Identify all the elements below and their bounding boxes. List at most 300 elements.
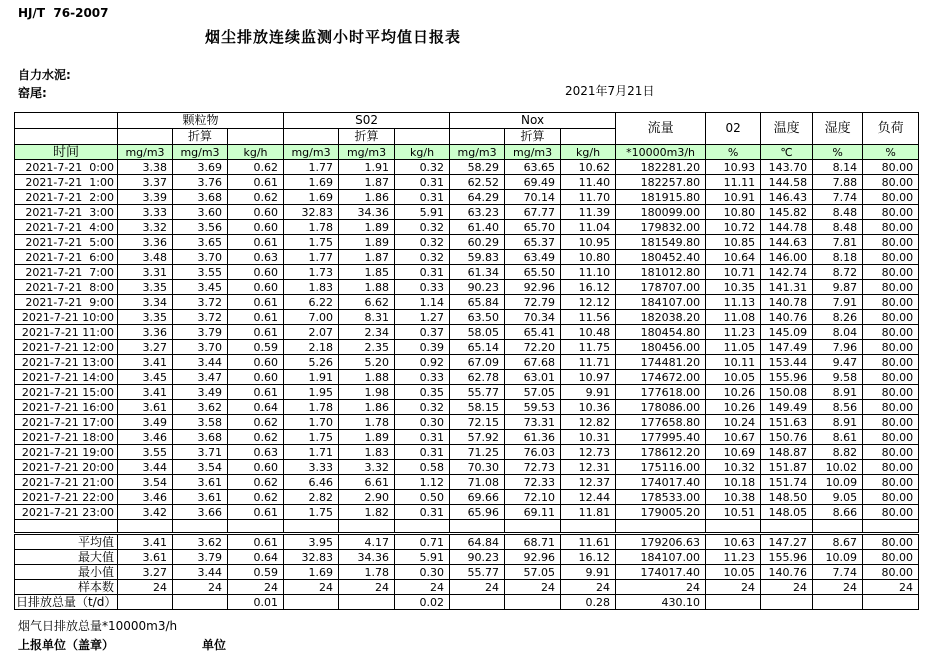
table-cell: 1.71 bbox=[284, 445, 339, 460]
table-cell: 3.41 bbox=[118, 385, 173, 400]
table-cell: 144.78 bbox=[761, 220, 813, 235]
row-time: 2021-7-21 16:00 bbox=[15, 400, 118, 415]
summary-cell: 0.59 bbox=[228, 565, 284, 580]
summary-cell: 68.71 bbox=[505, 535, 561, 550]
header-load: 负荷 bbox=[863, 113, 919, 145]
table-cell: 3.37 bbox=[118, 175, 173, 190]
summary-row bbox=[15, 550, 919, 565]
table-cell: 11.71 bbox=[561, 355, 616, 370]
unit-cell: mg/m3 bbox=[450, 145, 505, 160]
row-time: 2021-7-21 8:00 bbox=[15, 280, 118, 295]
table-cell: 5.91 bbox=[395, 205, 450, 220]
table-cell: 175116.00 bbox=[616, 460, 706, 475]
table-cell: 148.05 bbox=[761, 505, 813, 520]
table-cell: 1.70 bbox=[284, 415, 339, 430]
table-cell: 80.00 bbox=[863, 220, 919, 235]
table-cell: 11.13 bbox=[706, 295, 761, 310]
table-cell: 11.10 bbox=[561, 265, 616, 280]
table-cell: 80.00 bbox=[863, 250, 919, 265]
summary-cell bbox=[284, 595, 339, 610]
table-cell: 65.37 bbox=[505, 235, 561, 250]
table-cell: 150.08 bbox=[761, 385, 813, 400]
table-cell: 72.79 bbox=[505, 295, 561, 310]
table-cell: 3.49 bbox=[173, 385, 228, 400]
header-row-units bbox=[15, 145, 919, 160]
table-cell: 80.00 bbox=[863, 235, 919, 250]
row-time: 2021-7-21 6:00 bbox=[15, 250, 118, 265]
table-cell: 71.08 bbox=[450, 475, 505, 490]
table-cell: 0.62 bbox=[228, 190, 284, 205]
table-cell: 72.73 bbox=[505, 460, 561, 475]
table-cell: 1.77 bbox=[284, 250, 339, 265]
table-cell: 67.68 bbox=[505, 355, 561, 370]
table-cell: 80.00 bbox=[863, 355, 919, 370]
table-cell: 0.58 bbox=[395, 460, 450, 475]
table-cell: 32.83 bbox=[284, 205, 339, 220]
table-cell: 7.91 bbox=[813, 295, 863, 310]
report-date: 2021年7月21日 bbox=[565, 84, 655, 98]
table-cell: 3.54 bbox=[118, 475, 173, 490]
table-cell: 0.60 bbox=[228, 355, 284, 370]
header-spacer bbox=[450, 129, 505, 145]
table-cell: 70.34 bbox=[505, 310, 561, 325]
table-cell: 76.03 bbox=[505, 445, 561, 460]
table-cell: 10.80 bbox=[561, 250, 616, 265]
table-cell: 1.86 bbox=[339, 190, 395, 205]
table-cell: 3.70 bbox=[173, 340, 228, 355]
unit-cell: *10000m3/h bbox=[616, 145, 706, 160]
table-cell: 0.62 bbox=[228, 160, 284, 175]
table-cell: 3.65 bbox=[173, 235, 228, 250]
table-cell: 1.69 bbox=[284, 175, 339, 190]
table-cell: 8.91 bbox=[813, 385, 863, 400]
table-cell: 5.26 bbox=[284, 355, 339, 370]
table-cell: 8.61 bbox=[813, 430, 863, 445]
table-cell: 5.20 bbox=[339, 355, 395, 370]
table-cell: 181549.80 bbox=[616, 235, 706, 250]
table-cell: 3.45 bbox=[118, 370, 173, 385]
empty-row bbox=[15, 520, 919, 533]
table-cell: 178707.00 bbox=[616, 280, 706, 295]
table-cell: 9.05 bbox=[813, 490, 863, 505]
table-cell: 12.73 bbox=[561, 445, 616, 460]
summary-cell: 24 bbox=[761, 580, 813, 595]
table-cell: 11.40 bbox=[561, 175, 616, 190]
empty-cell bbox=[761, 520, 813, 533]
table-row bbox=[15, 265, 919, 280]
table-cell: 1.69 bbox=[284, 190, 339, 205]
table-cell: 2.34 bbox=[339, 325, 395, 340]
table-cell: 7.88 bbox=[813, 175, 863, 190]
unit-cell: % bbox=[706, 145, 761, 160]
table-cell: 0.33 bbox=[395, 370, 450, 385]
table-cell: 61.36 bbox=[505, 430, 561, 445]
summary-cell: 24 bbox=[505, 580, 561, 595]
table-cell: 3.61 bbox=[173, 490, 228, 505]
row-time: 2021-7-21 18:00 bbox=[15, 430, 118, 445]
empty-cell bbox=[706, 520, 761, 533]
row-time: 2021-7-21 4:00 bbox=[15, 220, 118, 235]
summary-cell: 24 bbox=[813, 580, 863, 595]
table-cell: 181012.80 bbox=[616, 265, 706, 280]
table-cell: 143.70 bbox=[761, 160, 813, 175]
table-cell: 179005.20 bbox=[616, 505, 706, 520]
table-cell: 1.89 bbox=[339, 235, 395, 250]
table-row bbox=[15, 355, 919, 370]
summary-cell: 80.00 bbox=[863, 535, 919, 550]
table-cell: 184107.00 bbox=[616, 295, 706, 310]
header-row-groups bbox=[15, 113, 919, 129]
table-cell: 151.63 bbox=[761, 415, 813, 430]
reporting-unit-label: 上报单位（盖章） bbox=[18, 638, 115, 652]
row-time: 2021-7-21 1:00 bbox=[15, 175, 118, 190]
table-cell: 0.64 bbox=[228, 400, 284, 415]
table-cell: 69.49 bbox=[505, 175, 561, 190]
summary-cell bbox=[173, 595, 228, 610]
summary-cell: 11.61 bbox=[561, 535, 616, 550]
summary-cell: 24 bbox=[616, 580, 706, 595]
table-cell: 1.87 bbox=[339, 175, 395, 190]
table-cell: 1.98 bbox=[339, 385, 395, 400]
table-cell: 10.02 bbox=[813, 460, 863, 475]
table-cell: 10.62 bbox=[561, 160, 616, 175]
table-cell: 2.18 bbox=[284, 340, 339, 355]
table-cell: 150.76 bbox=[761, 430, 813, 445]
summary-cell: 80.00 bbox=[863, 550, 919, 565]
summary-cell bbox=[863, 595, 919, 610]
table-cell: 10.91 bbox=[706, 190, 761, 205]
table-cell: 10.11 bbox=[706, 355, 761, 370]
unit-cell: ℃ bbox=[761, 145, 813, 160]
table-cell: 3.32 bbox=[118, 220, 173, 235]
summary-label: 最大值 bbox=[15, 550, 118, 565]
row-time: 2021-7-21 5:00 bbox=[15, 235, 118, 250]
table-cell: 0.31 bbox=[395, 190, 450, 205]
table-cell: 0.31 bbox=[395, 505, 450, 520]
table-cell: 9.58 bbox=[813, 370, 863, 385]
table-cell: 8.31 bbox=[339, 310, 395, 325]
table-cell: 0.33 bbox=[395, 280, 450, 295]
table-cell: 8.66 bbox=[813, 505, 863, 520]
table-cell: 12.31 bbox=[561, 460, 616, 475]
unit-cell: % bbox=[813, 145, 863, 160]
table-cell: 8.26 bbox=[813, 310, 863, 325]
table-cell: 0.62 bbox=[228, 430, 284, 445]
table-cell: 59.83 bbox=[450, 250, 505, 265]
summary-cell: 9.91 bbox=[561, 565, 616, 580]
table-cell: 11.23 bbox=[706, 325, 761, 340]
table-cell: 180452.40 bbox=[616, 250, 706, 265]
table-cell: 80.00 bbox=[863, 205, 919, 220]
row-time: 2021-7-21 20:00 bbox=[15, 460, 118, 475]
table-cell: 174017.40 bbox=[616, 475, 706, 490]
summary-cell: 5.91 bbox=[395, 550, 450, 565]
summary-cell: 64.84 bbox=[450, 535, 505, 550]
table-row bbox=[15, 490, 919, 505]
table-cell: 0.61 bbox=[228, 385, 284, 400]
table-cell: 182257.80 bbox=[616, 175, 706, 190]
table-cell: 0.63 bbox=[228, 250, 284, 265]
flue-gas-total-note: 烟气日排放总量*10000m3/h bbox=[18, 619, 178, 633]
table-cell: 65.41 bbox=[505, 325, 561, 340]
table-cell: 12.82 bbox=[561, 415, 616, 430]
table-cell: 12.12 bbox=[561, 295, 616, 310]
table-cell: 3.36 bbox=[118, 325, 173, 340]
table-cell: 0.32 bbox=[395, 160, 450, 175]
summary-cell: 430.10 bbox=[616, 595, 706, 610]
table-cell: 148.87 bbox=[761, 445, 813, 460]
table-cell: 3.31 bbox=[118, 265, 173, 280]
table-cell: 3.55 bbox=[173, 265, 228, 280]
summary-cell: 24 bbox=[706, 580, 761, 595]
table-cell: 155.96 bbox=[761, 370, 813, 385]
summary-cell bbox=[505, 595, 561, 610]
summary-row bbox=[15, 580, 919, 595]
summary-cell: 3.79 bbox=[173, 550, 228, 565]
table-cell: 7.74 bbox=[813, 190, 863, 205]
table-cell: 7.96 bbox=[813, 340, 863, 355]
table-cell: 63.65 bbox=[505, 160, 561, 175]
summary-cell: 8.67 bbox=[813, 535, 863, 550]
table-cell: 65.96 bbox=[450, 505, 505, 520]
summary-cell: 10.05 bbox=[706, 565, 761, 580]
table-cell: 151.74 bbox=[761, 475, 813, 490]
header-converted-particulate: 折算 bbox=[173, 129, 228, 145]
table-cell: 80.00 bbox=[863, 190, 919, 205]
table-cell: 0.31 bbox=[395, 175, 450, 190]
table-cell: 10.32 bbox=[706, 460, 761, 475]
table-row bbox=[15, 325, 919, 340]
unit-cell: mg/m3 bbox=[173, 145, 228, 160]
table-cell: 0.37 bbox=[395, 325, 450, 340]
empty-cell bbox=[863, 520, 919, 533]
table-cell: 10.31 bbox=[561, 430, 616, 445]
table-cell: 1.83 bbox=[339, 445, 395, 460]
table-cell: 1.77 bbox=[284, 160, 339, 175]
table-cell: 16.12 bbox=[561, 280, 616, 295]
table-cell: 11.04 bbox=[561, 220, 616, 235]
summary-cell: 24 bbox=[561, 580, 616, 595]
table-cell: 144.63 bbox=[761, 235, 813, 250]
header-spacer bbox=[15, 129, 118, 145]
summary-row bbox=[15, 565, 919, 580]
table-row bbox=[15, 220, 919, 235]
table-cell: 0.62 bbox=[228, 415, 284, 430]
summary-cell bbox=[761, 595, 813, 610]
summary-cell: 1.69 bbox=[284, 565, 339, 580]
group-header-nox: Nox bbox=[450, 113, 616, 129]
summary-body bbox=[15, 535, 919, 610]
empty-cell bbox=[813, 520, 863, 533]
station-label: 窑尾: bbox=[18, 86, 47, 100]
table-row bbox=[15, 190, 919, 205]
table-cell: 151.87 bbox=[761, 460, 813, 475]
table-cell: 80.00 bbox=[863, 415, 919, 430]
table-cell: 2.35 bbox=[339, 340, 395, 355]
table-cell: 0.63 bbox=[228, 445, 284, 460]
table-cell: 6.61 bbox=[339, 475, 395, 490]
row-time: 2021-7-21 17:00 bbox=[15, 415, 118, 430]
company-label: 自力水泥: bbox=[18, 68, 71, 82]
table-cell: 65.14 bbox=[450, 340, 505, 355]
table-cell: 80.00 bbox=[863, 370, 919, 385]
table-cell: 3.68 bbox=[173, 190, 228, 205]
table-cell: 80.00 bbox=[863, 340, 919, 355]
table-cell: 10.05 bbox=[706, 370, 761, 385]
table-cell: 34.36 bbox=[339, 205, 395, 220]
table-cell: 7.00 bbox=[284, 310, 339, 325]
table-cell: 0.61 bbox=[228, 295, 284, 310]
table-cell: 10.64 bbox=[706, 250, 761, 265]
table-cell: 72.10 bbox=[505, 490, 561, 505]
table-cell: 65.70 bbox=[505, 220, 561, 235]
table-cell: 1.78 bbox=[284, 220, 339, 235]
table-cell: 65.84 bbox=[450, 295, 505, 310]
table-header bbox=[15, 113, 919, 160]
table-row bbox=[15, 340, 919, 355]
table-cell: 153.44 bbox=[761, 355, 813, 370]
summary-label: 日排放总量（t/d） bbox=[16, 594, 117, 609]
summary-cell: 11.23 bbox=[706, 550, 761, 565]
table-cell: 1.78 bbox=[339, 415, 395, 430]
row-time: 2021-7-21 3:00 bbox=[15, 205, 118, 220]
table-cell: 9.91 bbox=[561, 385, 616, 400]
table-cell: 80.00 bbox=[863, 400, 919, 415]
table-cell: 3.70 bbox=[173, 250, 228, 265]
table-cell: 3.44 bbox=[118, 460, 173, 475]
table-cell: 148.50 bbox=[761, 490, 813, 505]
table-cell: 3.55 bbox=[118, 445, 173, 460]
table-cell: 11.75 bbox=[561, 340, 616, 355]
table-cell: 9.47 bbox=[813, 355, 863, 370]
table-cell: 3.49 bbox=[118, 415, 173, 430]
table-cell: 58.29 bbox=[450, 160, 505, 175]
table-cell: 3.45 bbox=[173, 280, 228, 295]
table-cell: 10.36 bbox=[561, 400, 616, 415]
row-time: 2021-7-21 15:00 bbox=[15, 385, 118, 400]
header-humidity: 湿度 bbox=[813, 113, 863, 145]
summary-cell: 147.27 bbox=[761, 535, 813, 550]
summary-cell bbox=[339, 595, 395, 610]
table-cell: 58.05 bbox=[450, 325, 505, 340]
table-cell: 10.35 bbox=[706, 280, 761, 295]
empty-cell bbox=[15, 520, 118, 533]
table-cell: 180454.80 bbox=[616, 325, 706, 340]
summary-row bbox=[15, 535, 919, 550]
table-cell: 178533.00 bbox=[616, 490, 706, 505]
table-cell: 10.80 bbox=[706, 205, 761, 220]
empty-cell bbox=[561, 520, 616, 533]
table-cell: 11.81 bbox=[561, 505, 616, 520]
table-cell: 178086.00 bbox=[616, 400, 706, 415]
page-title: 烟尘排放连续监测小时平均值日报表 bbox=[205, 28, 462, 46]
table-cell: 145.09 bbox=[761, 325, 813, 340]
header-flow: 流量 bbox=[616, 113, 706, 145]
table-cell: 3.33 bbox=[118, 205, 173, 220]
summary-cell: 10.63 bbox=[706, 535, 761, 550]
table-cell: 174481.20 bbox=[616, 355, 706, 370]
table-cell: 3.34 bbox=[118, 295, 173, 310]
table-cell: 0.62 bbox=[228, 475, 284, 490]
summary-cell: 3.95 bbox=[284, 535, 339, 550]
table-cell: 140.78 bbox=[761, 295, 813, 310]
table-cell: 0.31 bbox=[395, 430, 450, 445]
table-cell: 10.93 bbox=[706, 160, 761, 175]
summary-cell: 34.36 bbox=[339, 550, 395, 565]
summary-cell: 92.96 bbox=[505, 550, 561, 565]
table-cell: 63.01 bbox=[505, 370, 561, 385]
table-cell: 3.61 bbox=[173, 475, 228, 490]
table-cell: 11.56 bbox=[561, 310, 616, 325]
table-cell: 3.46 bbox=[118, 490, 173, 505]
summary-cell: 179206.63 bbox=[616, 535, 706, 550]
summary-cell: 16.12 bbox=[561, 550, 616, 565]
table-row bbox=[15, 175, 919, 190]
row-time: 2021-7-21 14:00 bbox=[15, 370, 118, 385]
table-cell: 179832.00 bbox=[616, 220, 706, 235]
row-time: 2021-7-21 13:00 bbox=[15, 355, 118, 370]
row-time: 2021-7-21 7:00 bbox=[15, 265, 118, 280]
table-cell: 1.83 bbox=[284, 280, 339, 295]
row-time: 2021-7-21 19:00 bbox=[15, 445, 118, 460]
group-header-so2: S02 bbox=[284, 113, 450, 129]
summary-cell: 184107.00 bbox=[616, 550, 706, 565]
summary-cell: 1.78 bbox=[339, 565, 395, 580]
table-cell: 3.66 bbox=[173, 505, 228, 520]
table-cell: 64.29 bbox=[450, 190, 505, 205]
table-cell: 1.12 bbox=[395, 475, 450, 490]
header-o2: 02 bbox=[706, 113, 761, 145]
summary-cell: 32.83 bbox=[284, 550, 339, 565]
summary-cell bbox=[813, 595, 863, 610]
table-cell: 0.92 bbox=[395, 355, 450, 370]
table-cell: 0.61 bbox=[228, 235, 284, 250]
table-cell: 1.73 bbox=[284, 265, 339, 280]
table-row bbox=[15, 445, 919, 460]
table-cell: 2.82 bbox=[284, 490, 339, 505]
table-cell: 58.15 bbox=[450, 400, 505, 415]
table-cell: 1.78 bbox=[284, 400, 339, 415]
table-cell: 9.87 bbox=[813, 280, 863, 295]
table-cell: 0.61 bbox=[228, 175, 284, 190]
table-cell: 10.09 bbox=[813, 475, 863, 490]
table-cell: 65.50 bbox=[505, 265, 561, 280]
summary-cell: 24 bbox=[118, 580, 173, 595]
table-cell: 180099.00 bbox=[616, 205, 706, 220]
header-spacer bbox=[118, 129, 173, 145]
table-cell: 1.91 bbox=[339, 160, 395, 175]
table-cell: 3.62 bbox=[173, 400, 228, 415]
table-cell: 63.50 bbox=[450, 310, 505, 325]
row-time: 2021-7-21 11:00 bbox=[15, 325, 118, 340]
table-cell: 0.30 bbox=[395, 415, 450, 430]
header-converted-nox: 折算 bbox=[505, 129, 561, 145]
summary-cell bbox=[118, 595, 173, 610]
table-cell: 0.32 bbox=[395, 235, 450, 250]
table-cell: 8.91 bbox=[813, 415, 863, 430]
table-cell: 80.00 bbox=[863, 460, 919, 475]
table-cell: 90.23 bbox=[450, 280, 505, 295]
table-cell: 72.15 bbox=[450, 415, 505, 430]
table-cell: 62.78 bbox=[450, 370, 505, 385]
table-cell: 69.11 bbox=[505, 505, 561, 520]
table-cell: 70.30 bbox=[450, 460, 505, 475]
table-cell: 182281.20 bbox=[616, 160, 706, 175]
table-cell: 8.18 bbox=[813, 250, 863, 265]
summary-cell: 0.61 bbox=[228, 535, 284, 550]
summary-cell: 10.09 bbox=[813, 550, 863, 565]
summary-cell: 3.27 bbox=[118, 565, 173, 580]
